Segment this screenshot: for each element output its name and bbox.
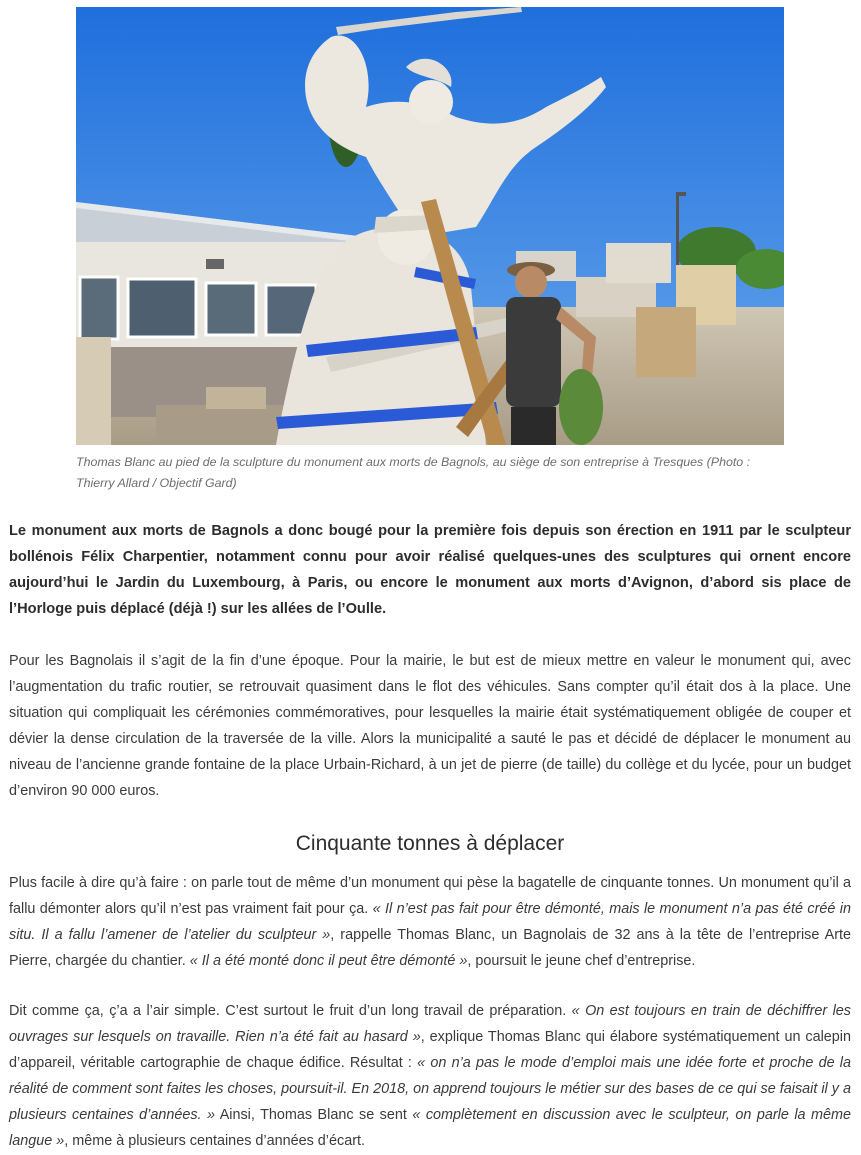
body-paragraph-3 — [9, 870, 851, 974]
quote: « on n’a pas le mode d’emploi mais une idée forte et proche de la réalité de comment sont faites les choses, poursuit-il. En 2018, on apprend toujours le métier sur des bases de ce qui se faisait il y a plusieurs centaines d’années. » — [9, 1055, 851, 1123]
sculpture-photo — [76, 7, 784, 445]
paragraph-text: Dit comme ça, ç’a a l’air simple. C’est surtout le fruit d’un long travail de préparation. — [9, 1003, 572, 1019]
quote: « Il n’est pas fait pour être démonté, mais le monument n’a pas été créé in situ. Il a fallu l’amener de l’atelier du sculpteur » — [9, 901, 851, 943]
paragraph-text: , même à plusieurs centaines d’années d’écart. — [64, 1133, 365, 1149]
body-paragraph-2: Pour les Bagnolais il s’agit de la fin d’une époque. Pour la mairie, le but est de mieux mettre en valeur le monument qui, avec l’augmentation du trafic routier, se retrouvait quasiment dans le flot des véhicules. Sans compter qu’il était dos à la place. Une situation qui compliquait les cérémonies commémoratives, pour lesquelles la mairie était systématiquement obligée de couper et dévier la dense circulation de la traversée de la ville. Alors la municipalité a sauté le pas et décidé de déplacer le monument au niveau de l’ancienne grande fontaine de la place Urbain-Richard, à un jet de pierre (de taille) du collège et du lycée, pour un budget d’environ 90 000 euros. — [9, 653, 851, 799]
paragraph-text: , poursuit le jeune chef d’entreprise. — [467, 953, 696, 969]
quote: « Il a été monté donc il peut être démonté » — [189, 953, 468, 969]
quote: « On est toujours en train de déchiffrer les ouvrages sur lesquels on travaille. Rien n’a été fait au hasard » — [9, 1003, 851, 1045]
photo-caption: Thomas Blanc au pied de la sculpture du monument aux morts de Bagnols, au siège de son entreprise à Tresques (Photo : Thierry Allard / Objectif Gard) — [76, 455, 751, 490]
section-heading: Cinquante tonnes à déplacer — [295, 832, 565, 855]
paragraph-text: , rappelle Thomas Blanc, un Bagnolais de 32 ans à la tête de l’entreprise Arte Pierre, chargée du chantier. — [9, 927, 851, 969]
lead-paragraph: Le monument aux morts de Bagnols a donc bougé pour la première fois depuis son érection en 1911 par le sculpteur bollénois Félix Charpentier, notamment connu pour avoir réalisé quelques-unes des sculptures qui ornent encore aujourd’hui le Jardin du Luxembourg, à Paris, ou encore le monument aux morts d’Avignon, d’abord sis place de l’Horloge puis déplacé (déjà !) sur les allées de l’Oulle. — [9, 523, 851, 617]
paragraph-text: Plus facile à dire qu’à faire : on parle tout de même d’un monument qui pèse la bagatelle de cinquante tonnes. Un monument qu’il a fallu démonter alors qu’il n’est pas vraiment fait pour ça. — [9, 875, 851, 917]
quote: « complètement en discussion avec le sculpteur, on parle la même langue » — [9, 1107, 851, 1149]
body-paragraph-4 — [9, 998, 851, 1154]
article-photo — [76, 7, 784, 445]
paragraph-text: , explique Thomas Blanc qui élabore systématiquement un calepin d’appareil, véritable cartographie de chaque édifice. Résultat : — [9, 1029, 851, 1071]
paragraph-text: Ainsi, Thomas Blanc se sent — [215, 1107, 413, 1123]
